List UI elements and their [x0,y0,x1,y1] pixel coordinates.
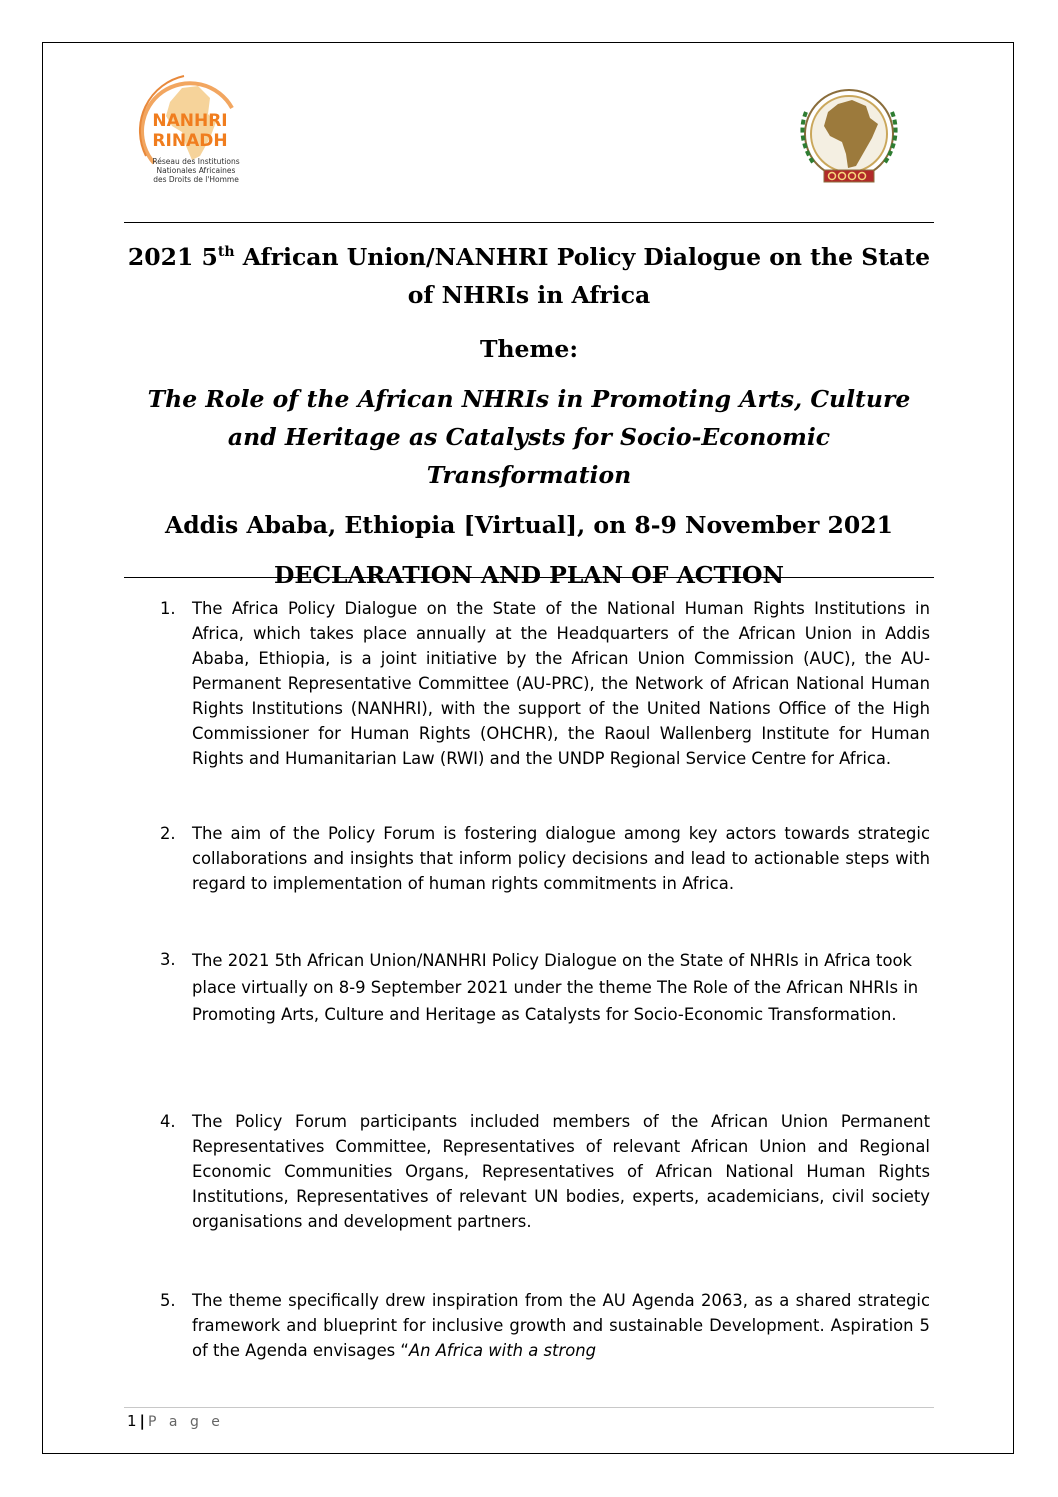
item-text: The theme specifically drew inspiration from the AU Agenda 2063, as a shared strategic framework and blueprint for inclusive growth and sustainable Development. Aspiration 5 of the Agenda envisages “An Africa with a strong [192,1291,930,1360]
item-number: 3. [160,950,176,969]
list-item [160,947,930,1028]
theme-label: Theme: [479,335,579,363]
item-text: The Policy Forum participants included members of the African Union Permanent Representatives Committee, Representatives of relevant African Union and Regional Economic Communities Organs, Representatives of African National Human Rights Institutions, Representatives of relevant UN bodies, experts, academicians, civil society organisations and development partners. [192,1112,930,1231]
item-number: 1. [160,599,176,618]
page-label: P a g e [148,1414,224,1430]
item-text: The aim of the Policy Forum is fostering dialogue among key actors towards strategic collaborations and insights that inform policy decisions and lead to actionable steps with regard to implementation of human rights commitments in Africa. [192,824,930,893]
list-item [160,1109,930,1234]
footer-separator: | [139,1412,146,1430]
svg-text:Nationales Africaines: Nationales Africaines [156,166,236,175]
item-number: 5. [160,1291,176,1310]
svg-text:RINADH: RINADH [152,131,228,151]
svg-text:des Droits de l'Homme: des Droits de l'Homme [153,175,239,184]
item-number: 4. [160,1112,176,1131]
list-item [160,821,930,896]
footer-rule [124,1407,934,1408]
page-footer [127,1412,224,1430]
document-heading: DECLARATION AND PLAN OF ACTION [274,561,784,589]
list-item [160,1288,930,1363]
african-union-emblem-icon [786,82,912,194]
nanhri-logo-icon [124,68,256,194]
svg-text:Réseau des Institutions: Réseau des Institutions [152,157,240,166]
document-title: 2021 5th African Union/NANHRI Policy Dialogue on the State of NHRIs in Africa [127,243,931,309]
list-item [160,596,930,771]
theme-text: The Role of the African NHRIs in Promoting Arts, Culture and Heritage as Catalysts for Socio-Economic Transformation [147,385,911,489]
item-number: 2. [160,824,176,843]
page-number: 1 [127,1412,137,1430]
section-rule [124,577,934,578]
item-text: The 2021 5th African Union/NANHRI Policy Dialogue on the State of NHRIs in Africa took place virtually on 8-9 September 2021 under the theme The Role of the African NHRIs in Promoting Arts, Culture and Heritage as Catalysts for Socio-Economic Transformation. [192,951,919,1024]
item-text-emphasis: An Africa with a strong [408,1341,597,1360]
svg-text:NANHRI: NANHRI [152,111,228,131]
title-block [124,238,934,594]
header-rule [124,222,934,223]
item-text: The Africa Policy Dialogue on the State of the National Human Rights Institutions in Africa, which takes place annually at the Headquarters of the African Union in Addis Ababa, Ethiopia, is a joint initiative by the African Union Commission (AUC), the AU-Permanent Representative Committee (AU-PRC), the Network of African National Human Rights Institutions (NANHRI), with the support of the United Nations Office of the High Commissioner for Human Rights (OHCHR), the Raoul Wallenberg Institute for Human Rights and Humanitarian Law (RWI) and the UNDP Regional Service Centre for Africa. [192,599,930,768]
venue-date: Addis Ababa, Ethiopia [Virtual], on 8-9 November 2021 [165,511,893,539]
